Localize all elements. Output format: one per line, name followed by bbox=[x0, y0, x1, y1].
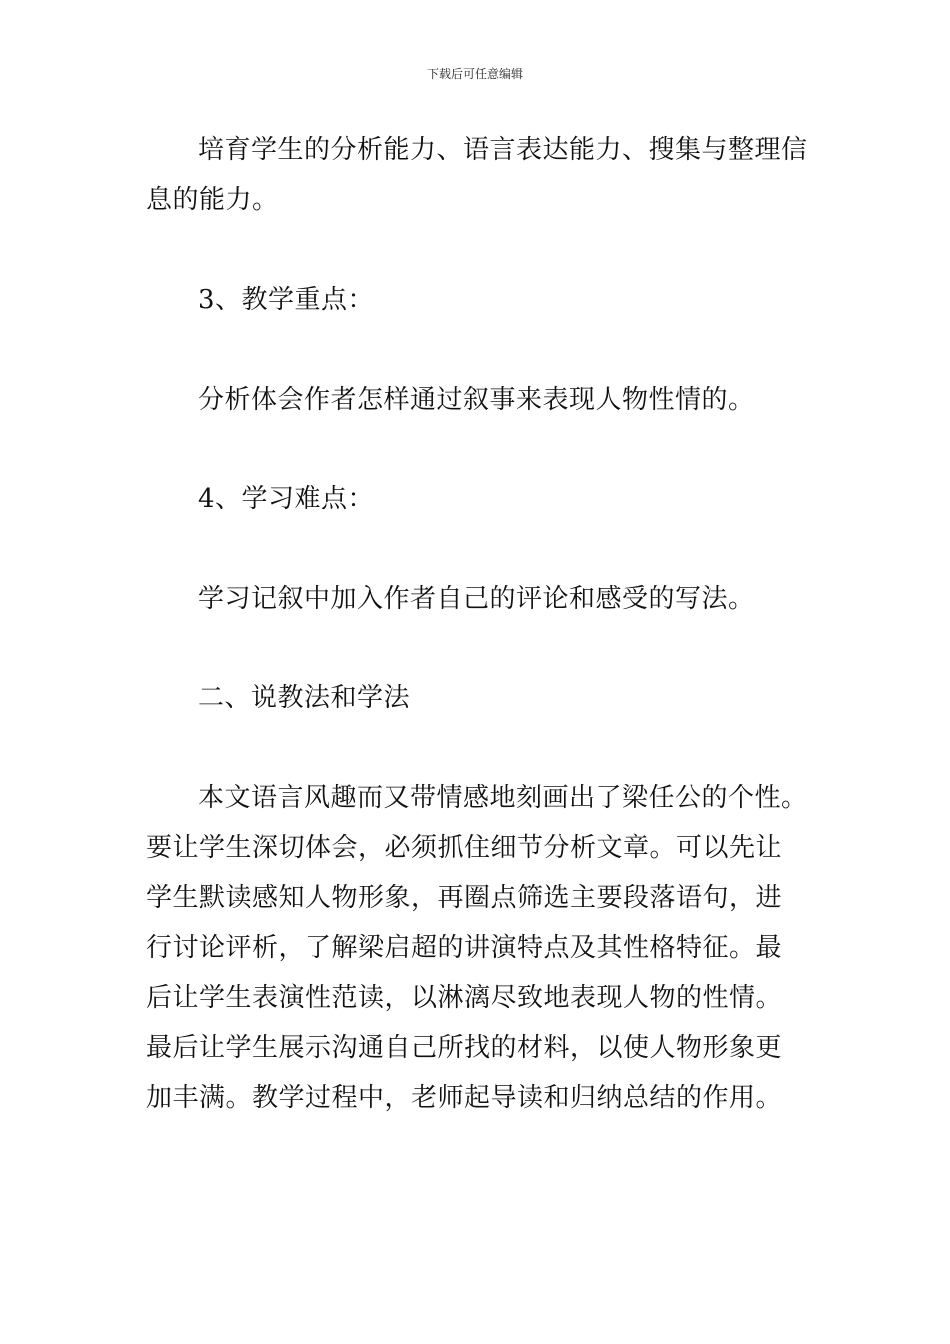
paragraph-ability: 培育学生的分析能力、语言表达能力、搜集与整理信息的能力。 bbox=[146, 135, 808, 215]
page-header: 下载后可任意编辑 bbox=[426, 67, 523, 81]
heading-teaching-methods: 二、说教法和学法 bbox=[198, 683, 411, 713]
heading-learning-difficulty: 4、学习难点： bbox=[198, 484, 375, 514]
paragraph-teaching-focus: 分析体会作者怎样通过叙事来表现人物性情的。 bbox=[198, 385, 755, 415]
heading-teaching-focus: 3、教学重点： bbox=[198, 285, 375, 315]
paragraph-learning-difficulty: 学习记叙中加入作者自己的评论和感受的写法。 bbox=[198, 584, 755, 614]
paragraph-teaching-methods: 本文语言风趣而又带情感地刻画出了梁任公的个性。要让学生深切体会，必须抓住细节分析文章。可以先让学生默读感知人物形象，再圈点筛选主要段落语句，进行讨论评析，了解梁启超的讲演特点及其性格特征。最后让学生表演性范读，以淋漓尽致地表现人物的性情。最后让学生展示沟通自己所找的材料，以使人物形象更加丰满。教学过程中，老师起导读和归纳总结的作用。 bbox=[146, 783, 808, 1113]
